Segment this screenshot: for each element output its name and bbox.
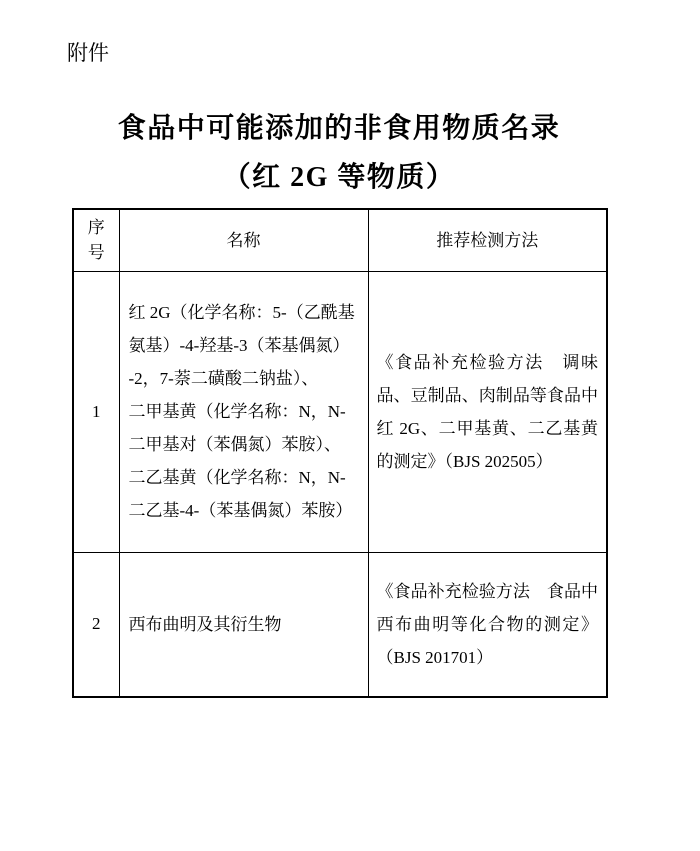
document-title-line2: （红 2G 等物质） <box>222 162 456 193</box>
row-1-substance-name: 红 2G（化学名称：5-（乙酰基 氨基）-4-羟基-3（苯基偶氮） -2，7-萘二磺酸二钠盐）、 二甲基黄（化学名称：N，N- 二甲基对（苯偶氮）苯胺）、 二乙基黄（化学名称：N，N- 二乙基-4-（苯基偶氮）苯胺） <box>119 271 368 552</box>
row-1-detection-method: 《食品补充检验方法 调味 品、豆制品、肉制品等食品中 红 2G、二甲基黄、二乙基黄 的测定》（BJS 202505） <box>368 271 607 552</box>
substance-table <box>72 208 608 698</box>
table-header-row <box>73 209 607 271</box>
table-row <box>73 552 607 697</box>
row-2-detection-method: 《食品补充检验方法 食品中 西布曲明等化合物的测定》 （BJS 201701） <box>368 552 607 697</box>
header-cell-index: 序 号 <box>73 209 119 271</box>
table-row <box>73 271 607 552</box>
row-2-index: 2 <box>73 552 119 697</box>
row-2-substance-name: 西布曲明及其衍生物 <box>119 552 368 697</box>
header-cell-method: 推荐检测方法 <box>368 209 607 271</box>
document-title-line1: 食品中可能添加的非食用物质名录 <box>117 113 561 144</box>
attachment-label: 附件 <box>67 42 109 65</box>
row-1-index: 1 <box>73 271 119 552</box>
document-title <box>62 104 616 202</box>
header-cell-name: 名称 <box>119 209 368 271</box>
